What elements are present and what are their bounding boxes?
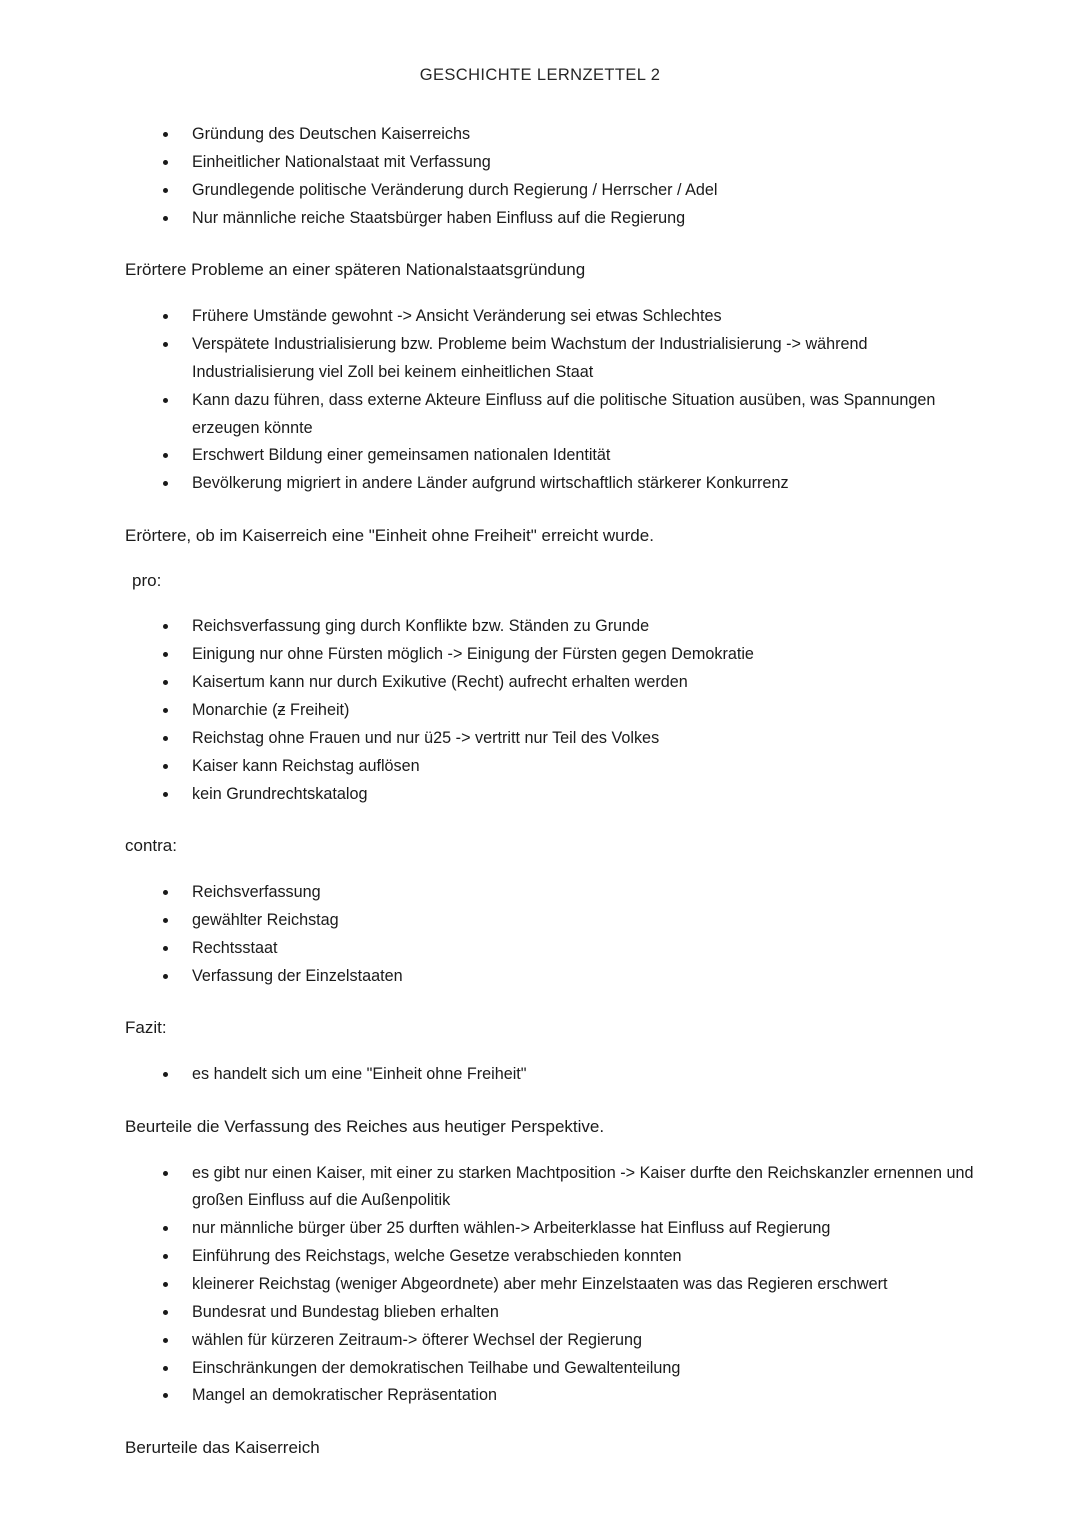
list-item: Einschränkungen der demokratischen Teilhabe und Gewaltenteilung bbox=[125, 1355, 980, 1383]
list-item: Gründung des Deutschen Kaiserreichs bbox=[125, 121, 980, 149]
subheading-contra: contra: bbox=[125, 836, 177, 856]
list-item: Rechtsstaat bbox=[125, 935, 980, 963]
list-item: Frühere Umstände gewohnt -> Ansicht Veränderung sei etwas Schlechtes bbox=[125, 303, 980, 331]
list-item: kein Grundrechtskatalog bbox=[125, 781, 980, 809]
list-item: Einführung des Reichstags, welche Gesetze verabschieden konnten bbox=[125, 1243, 980, 1271]
intro-bullet-list bbox=[125, 121, 980, 232]
spacer bbox=[125, 498, 980, 524]
list-item: Kaisertum kann nur durch Exikutive (Recht) aufrecht erhalten werden bbox=[125, 669, 980, 697]
spacer bbox=[125, 990, 980, 1016]
spacer bbox=[125, 1041, 980, 1061]
list-item: Einheitlicher Nationalstaat mit Verfassung bbox=[125, 149, 980, 177]
section-bullet-list-nationalstaatsgruendung bbox=[125, 303, 980, 498]
section-heading-verfassung-perspektive: Beurteile die Verfassung des Reiches aus heutiger Perspektive. bbox=[125, 1116, 605, 1136]
contra-bullet-list bbox=[125, 879, 980, 990]
list-item: Kaiser kann Reichstag auflösen bbox=[125, 753, 980, 781]
list-item: Grundlegende politische Veränderung durch Regierung / Herrscher / Adel bbox=[125, 177, 980, 205]
list-item: es gibt nur einen Kaiser, mit einer zu starken Machtposition -> Kaiser durfte den Reichskanzler ernennen und großen Einfluss auf die Außenpolitik bbox=[125, 1160, 980, 1216]
spacer bbox=[125, 593, 980, 613]
subheading-pro: pro: bbox=[132, 570, 162, 590]
list-item: Bundesrat und Bundestag blieben erhalten bbox=[125, 1299, 980, 1327]
list-item: Erschwert Bildung einer gemeinsamen nationalen Identität bbox=[125, 442, 980, 470]
list-item: es handelt sich um eine "Einheit ohne Freiheit" bbox=[125, 1061, 980, 1089]
list-item: nur männliche bürger über 25 durften wählen-> Arbeiterklasse hat Einfluss auf Regierung bbox=[125, 1215, 980, 1243]
pro-bullet-list bbox=[125, 613, 980, 808]
section-heading-nationalstaatsgruendung: Erörtere Probleme an einer späteren Nationalstaatsgründung bbox=[125, 260, 586, 280]
list-item: Reichstag ohne Frauen und nur ü25 -> vertritt nur Teil des Volkes bbox=[125, 725, 980, 753]
spacer bbox=[125, 1089, 980, 1115]
fazit-bullet-list bbox=[125, 1061, 980, 1089]
document-body bbox=[0, 121, 1080, 1461]
list-item: gewählter Reichstag bbox=[125, 907, 980, 935]
spacer bbox=[125, 232, 980, 258]
list-item: Monarchie (ƶ Freiheit) bbox=[125, 697, 980, 725]
spacer bbox=[125, 283, 980, 303]
spacer bbox=[125, 1140, 980, 1160]
list-item: Mangel an demokratischer Repräsentation bbox=[125, 1382, 980, 1410]
section-bullet-list-verfassung-perspektive bbox=[125, 1160, 980, 1411]
list-item: Reichsverfassung bbox=[125, 879, 980, 907]
list-item: Einigung nur ohne Fürsten möglich -> Einigung der Fürsten gegen Demokratie bbox=[125, 641, 980, 669]
closing-heading: Berurteile das Kaiserreich bbox=[125, 1438, 320, 1458]
list-item: kleinerer Reichstag (weniger Abgeordnete) aber mehr Einzelstaaten was das Regieren erschwert bbox=[125, 1271, 980, 1299]
list-item: Nur männliche reiche Staatsbürger haben Einfluss auf die Regierung bbox=[125, 205, 980, 233]
subheading-fazit: Fazit: bbox=[125, 1018, 167, 1038]
spacer bbox=[125, 549, 980, 569]
page-title: GESCHICHTE LERNZETTEL 2 bbox=[419, 66, 661, 84]
spacer bbox=[125, 808, 980, 834]
list-item: Reichsverfassung ging durch Konflikte bzw. Ständen zu Grunde bbox=[125, 613, 980, 641]
spacer bbox=[125, 1410, 980, 1436]
list-item: wählen für kürzeren Zeitraum-> öfterer Wechsel der Regierung bbox=[125, 1327, 980, 1355]
section-heading-einheit-ohne-freiheit: Erörtere, ob im Kaiserreich eine "Einheit ohne Freiheit" erreicht wurde. bbox=[125, 526, 654, 546]
list-item: Verfassung der Einzelstaaten bbox=[125, 963, 980, 991]
list-item: Bevölkerung migriert in andere Länder aufgrund wirtschaftlich stärkerer Konkurrenz bbox=[125, 470, 980, 498]
spacer bbox=[125, 859, 980, 879]
list-item: Kann dazu führen, dass externe Akteure Einfluss auf die politische Situation ausüben, was Spannungen erzeugen könnte bbox=[125, 387, 980, 443]
list-item: Verspätete Industrialisierung bzw. Probleme beim Wachstum der Industrialisierung -> während Industrialisierung viel Zoll bei keinem einheitlichen Staat bbox=[125, 331, 980, 387]
